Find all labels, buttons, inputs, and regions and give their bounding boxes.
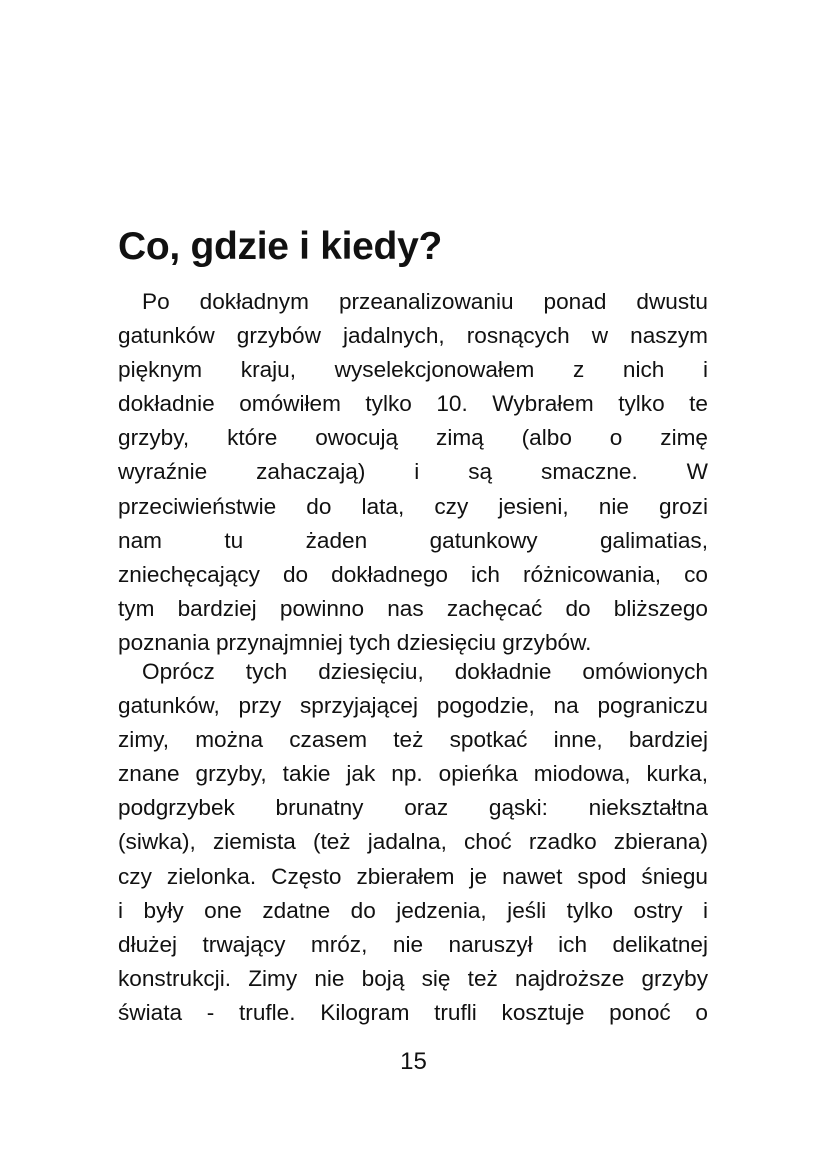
text-line: Oprócz tych dziesięciu, dokładnie omówionych	[142, 659, 708, 684]
text-line: konstrukcji. Zimy nie boją się też najdroższe grzyby	[118, 965, 708, 991]
text-line: (siwka), ziemista (też jadalna, choć rzadko zbierana)	[118, 829, 708, 855]
page-number: 15	[400, 1048, 427, 1075]
text-line: świata - trufle. Kilogram trufli kosztuje ponoć o	[118, 999, 708, 1025]
text-line: czy zielonka. Często zbierałem je nawet spod śniegu	[118, 863, 708, 889]
text-line: przeciwieństwie do lata, czy jesieni, nie grozi	[118, 493, 708, 519]
paragraph-2	[118, 655, 708, 1030]
paragraph-1	[118, 285, 708, 660]
text-line: podgrzybek brunatny oraz gąski: niekształtna	[118, 795, 708, 821]
text-line: pięknym kraju, wyselekcjonowałem z nich i	[118, 357, 708, 383]
text-line: dłużej trwający mróz, nie naruszył ich delikatnej	[118, 931, 708, 957]
text-line: zniechęcający do dokładnego ich różnicowania, co	[118, 561, 708, 587]
text-line: poznania przynajmniej tych dziesięciu grzybów.	[118, 629, 592, 655]
text-line: i były one zdatne do jedzenia, jeśli tylko ostry i	[118, 897, 708, 923]
chapter-title: Co, gdzie i kiedy?	[118, 225, 442, 268]
text-line: Po dokładnym przeanalizowaniu ponad dwustu	[142, 289, 708, 314]
text-line: znane grzyby, takie jak np. opieńka miodowa, kurka,	[118, 761, 708, 787]
text-line: gatunków, przy sprzyjającej pogodzie, na pograniczu	[118, 693, 708, 719]
text-line: zimy, można czasem też spotkać inne, bardziej	[118, 727, 708, 753]
text-line: grzyby, które owocują zimą (albo o zimę	[118, 425, 708, 451]
text-line: nam tu żaden gatunkowy galimatias,	[118, 527, 708, 553]
text-line: wyraźnie zahaczają) i są smaczne. W	[118, 459, 708, 485]
text-line: tym bardziej powinno nas zachęcać do bliższego	[118, 595, 708, 621]
text-line: dokładnie omówiłem tylko 10. Wybrałem tylko te	[118, 391, 708, 417]
text-line: gatunków grzybów jadalnych, rosnących w naszym	[118, 323, 708, 349]
